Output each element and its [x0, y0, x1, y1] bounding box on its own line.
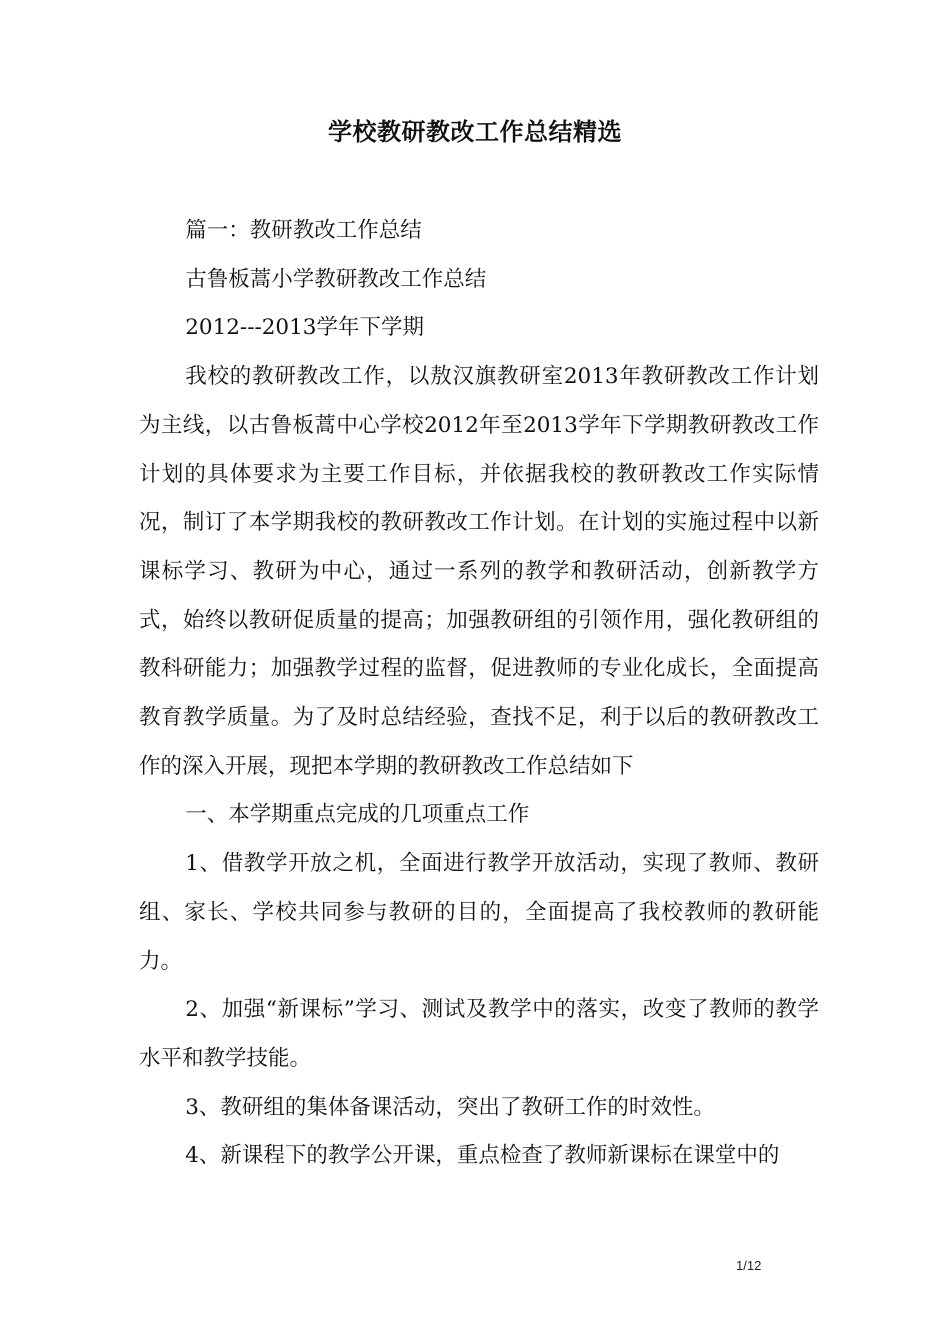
- document-title: 学校教研教改工作总结精选: [328, 117, 622, 146]
- paragraph-introduction: 我校的教研教改工作，以敖汉旗教研室2013年教研教改工作计划为主线，以古鲁板蒿中心学校2012年至2013学年下学期教研教改工作计划的具体要求为主要工作目标，并依据我校的教研教改工作实际情况，制订了本学期我校的教研教改工作计划。在计划的实施过程中以新课标学习、教研为中心，通过一系列的教学和教研活动，创新教学方式，始终以教研促质量的提高；加强教研组的引领作用，强化教研组的教科研能力；加强教学过程的监督，促进教师的专业化成长，全面提高教育教学质量。为了及时总结经验，查找不足，利于以后的教研教改工作的深入开展，现把本学期的教研教改工作总结如下: [139, 364, 819, 779]
- paragraph-item-1: 1、借教学开放之机，全面进行教学开放活动，实现了教师、教研组、家长、学校共同参与教研的目的，全面提高了我校教师的教研能力。: [139, 851, 819, 974]
- document-body: [139, 207, 819, 1181]
- paragraph-part-one-heading: 一、本学期重点完成的几项重点工作: [185, 802, 530, 828]
- paragraph-item-4: 4、新课程下的教学公开课，重点检查了教师新课标在课堂中的: [185, 1143, 780, 1169]
- paragraph-item-3: 3、教研组的集体备课活动，突出了教研工作的时效性。: [185, 1094, 715, 1120]
- paragraph-item-2: 2、加强“新课标”学习、测试及教学中的落实，改变了教师的教学水平和教学技能。: [139, 997, 819, 1071]
- paragraph-school-title: 古鲁板蒿小学教研教改工作总结: [185, 266, 487, 292]
- page-number: 1/12: [736, 1258, 762, 1273]
- paragraph-school-term: 2012---2013学年下学期: [185, 315, 424, 341]
- paragraph-section-heading: 篇一：教研教改工作总结: [185, 218, 422, 243]
